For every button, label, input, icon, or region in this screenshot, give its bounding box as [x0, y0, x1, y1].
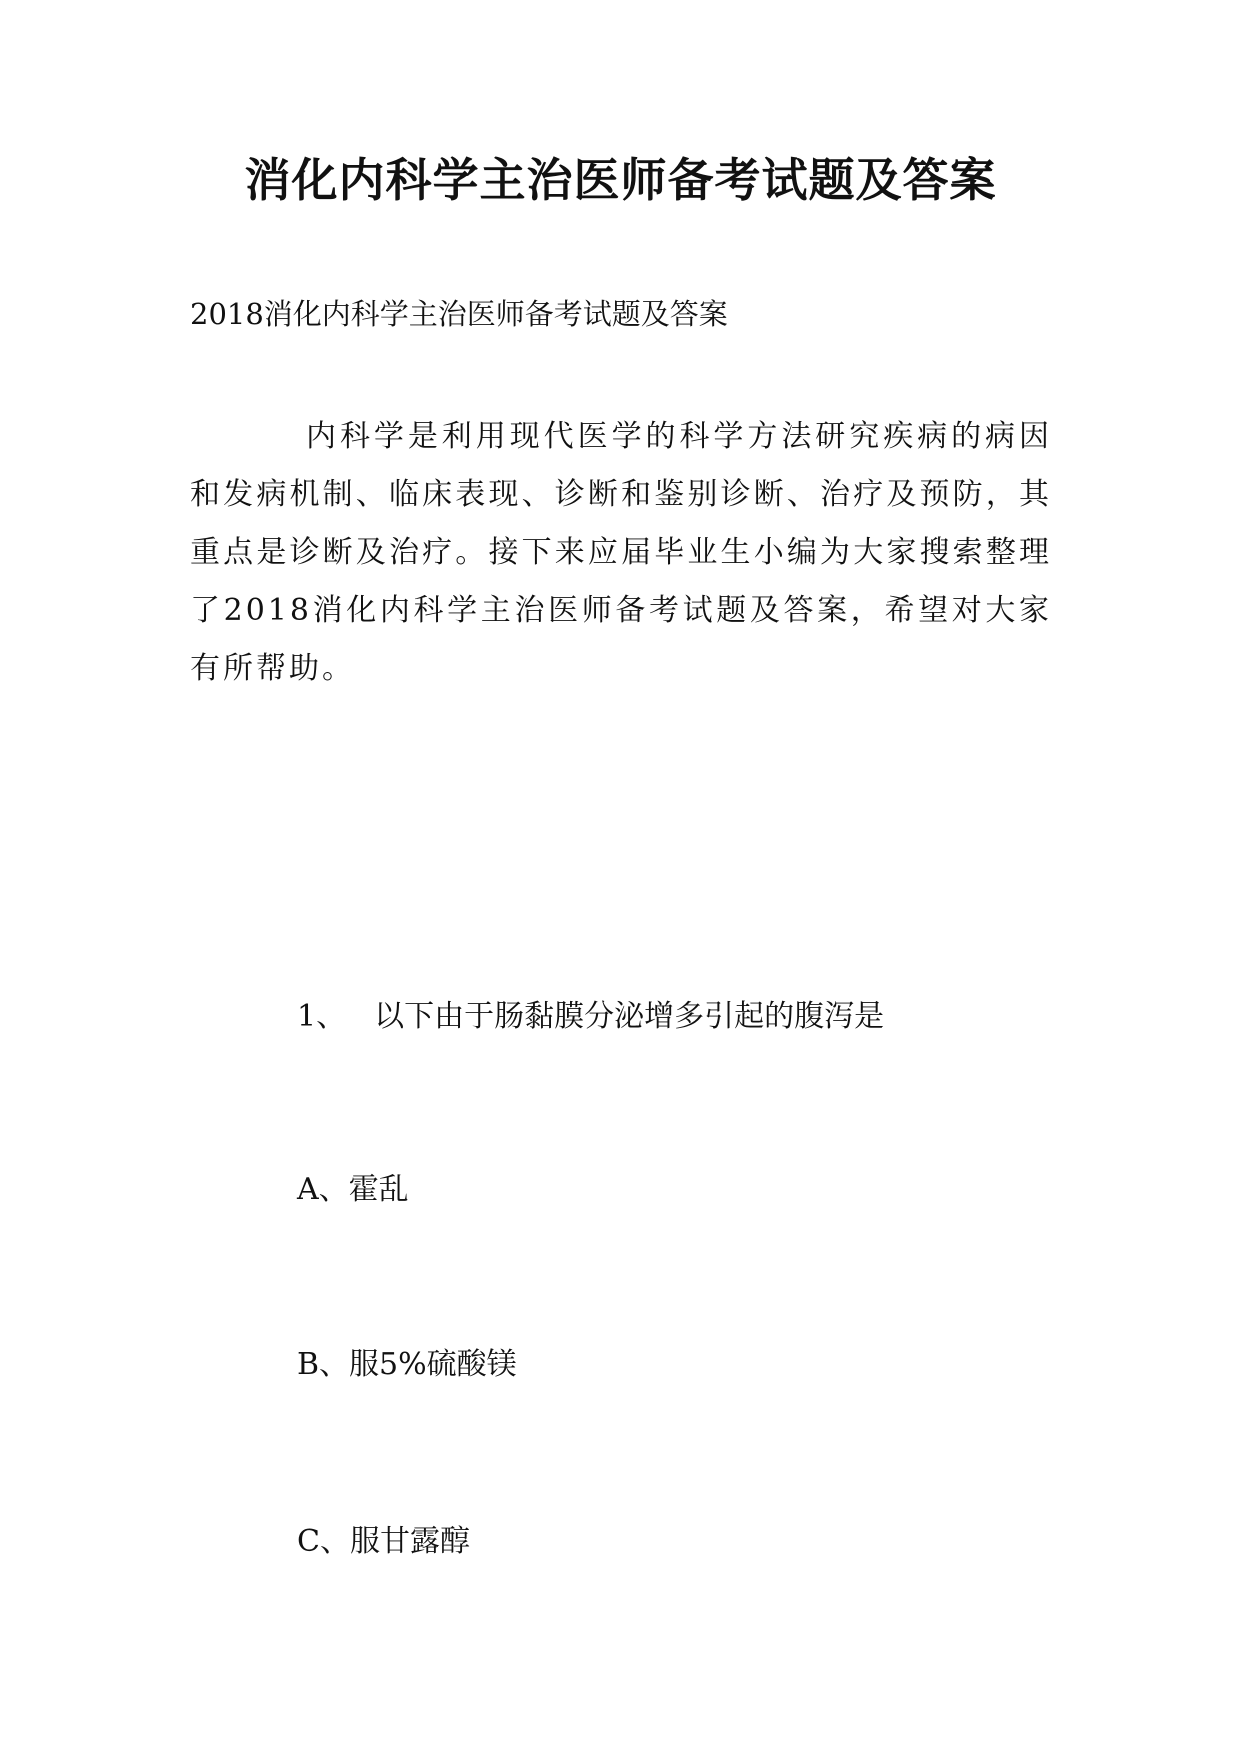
question-1: [297, 997, 884, 1037]
option-b: B、服5%硫酸镁: [297, 1347, 517, 1382]
page-title: 消化内科学主治医师备考试题及答案: [244, 153, 997, 207]
option-c: C、服甘露醇: [297, 1524, 470, 1559]
question-number: 1、: [297, 999, 347, 1034]
document-subtitle: 2018消化内科学主治医师备考试题及答案: [190, 297, 728, 331]
question-stem-text: 以下由于肠黏膜分泌增多引起的腹泻是: [374, 999, 885, 1034]
option-a: A、霍乱: [297, 1172, 409, 1207]
intro-paragraph: 内科学是利用现代医学的科学方法研究疾病的病因和发病机制、临床表现、诊断和鉴别诊断、治疗及预防，其重点是诊断及治疗。接下来应届毕业生小编为大家搜索整理了2018消化内科学主治医师备考试题及答案，希望对大家有所帮助。: [190, 419, 1052, 686]
